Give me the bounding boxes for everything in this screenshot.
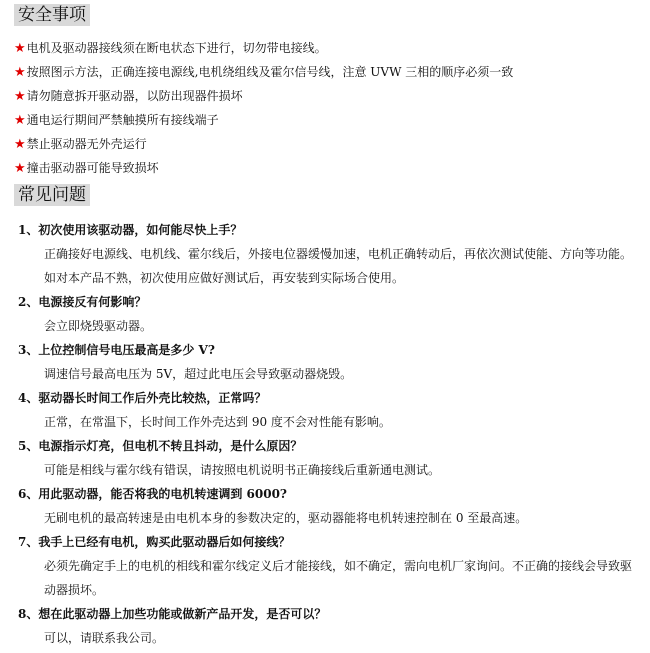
star-icon: ★ [14, 137, 26, 152]
faq-answer: 正常，在常温下，长时间工作外壳达到 90 度不会对性能有影响。 [44, 415, 391, 429]
safety-item [14, 108, 634, 132]
faq-answer: 可能是相线与霍尔线有错误，请按照电机说明书正确接线后重新通电测试。 [44, 463, 441, 477]
faq-question: 8、想在此驱动器上加些功能或做新产品开发，是否可以？ [18, 607, 327, 621]
safety-item-text: 电机及驱动器接线须在断电状态下进行，切勿带电接线。 [26, 41, 327, 55]
faq-list [18, 218, 638, 650]
faq-question: 7、我手上已经有电机，购买此驱动器后如何接线？ [18, 535, 291, 549]
faq-question: 3、上位控制信号电压最高是多少 V? [18, 343, 215, 357]
faq-question: 2、电源接反有何影响？ [18, 295, 147, 309]
faq-question: 1、初次使用该驱动器，如何能尽快上手？ [18, 223, 243, 237]
faq-answer: 调速信号最高电压为 5V，超过此电压会导致驱动器烧毁。 [44, 367, 353, 381]
faq-question: 5、电源指示灯亮，但电机不转且抖动，是什么原因？ [18, 439, 303, 453]
star-icon: ★ [14, 161, 26, 176]
faq-answer: 无刷电机的最高转速是由电机本身的参数决定的，驱动器能将电机转速控制在 0 至最高速。 [44, 511, 528, 525]
safety-item [14, 84, 634, 108]
star-icon: ★ [14, 89, 26, 104]
star-icon: ★ [14, 41, 26, 56]
faq-question: 4、驱动器长时间工作后外壳比较热，正常吗？ [18, 391, 267, 405]
faq-answer: 会立即烧毁驱动器。 [44, 319, 153, 333]
faq-answer: 可以，请联系我公司。 [44, 631, 165, 645]
safety-item-text: 通电运行期间严禁触摸所有接线端子 [26, 113, 219, 127]
faq-section-title: 常见问题 [14, 184, 90, 206]
safety-item-text: 按照图示方法，正确连接电源线,电机绕组线及霍尔信号线，注意 UVW 三相的顺序必须一致 [26, 65, 514, 79]
faq-question: 6、用此驱动器，能否将我的电机转速调到 6000? [18, 487, 287, 501]
star-icon: ★ [14, 65, 26, 80]
faq-answer: 必须先确定手上的电机的相线和霍尔线定义后才能接线，如不确定，需向电机厂家询问。不正确的接线会导致驱动器损坏。 [44, 559, 633, 597]
safety-list [14, 36, 634, 180]
safety-item-text: 请勿随意拆开驱动器，以防出现器件损坏 [26, 89, 243, 103]
safety-item [14, 132, 634, 156]
faq-answer: 正确接好电源线、电机线、霍尔线后，外接电位器缓慢加速，电机正确转动后，再依次测试使能、方向等功能。如对本产品不熟，初次使用应做好测试后，再安装到实际场合使用。 [44, 247, 633, 285]
safety-item [14, 36, 634, 60]
safety-item-text: 禁止驱动器无外壳运行 [26, 137, 147, 151]
star-icon: ★ [14, 113, 26, 128]
safety-section-title: 安全事项 [14, 4, 90, 26]
safety-item [14, 156, 634, 180]
safety-item [14, 60, 634, 84]
safety-item-text: 撞击驱动器可能导致损坏 [26, 161, 159, 175]
